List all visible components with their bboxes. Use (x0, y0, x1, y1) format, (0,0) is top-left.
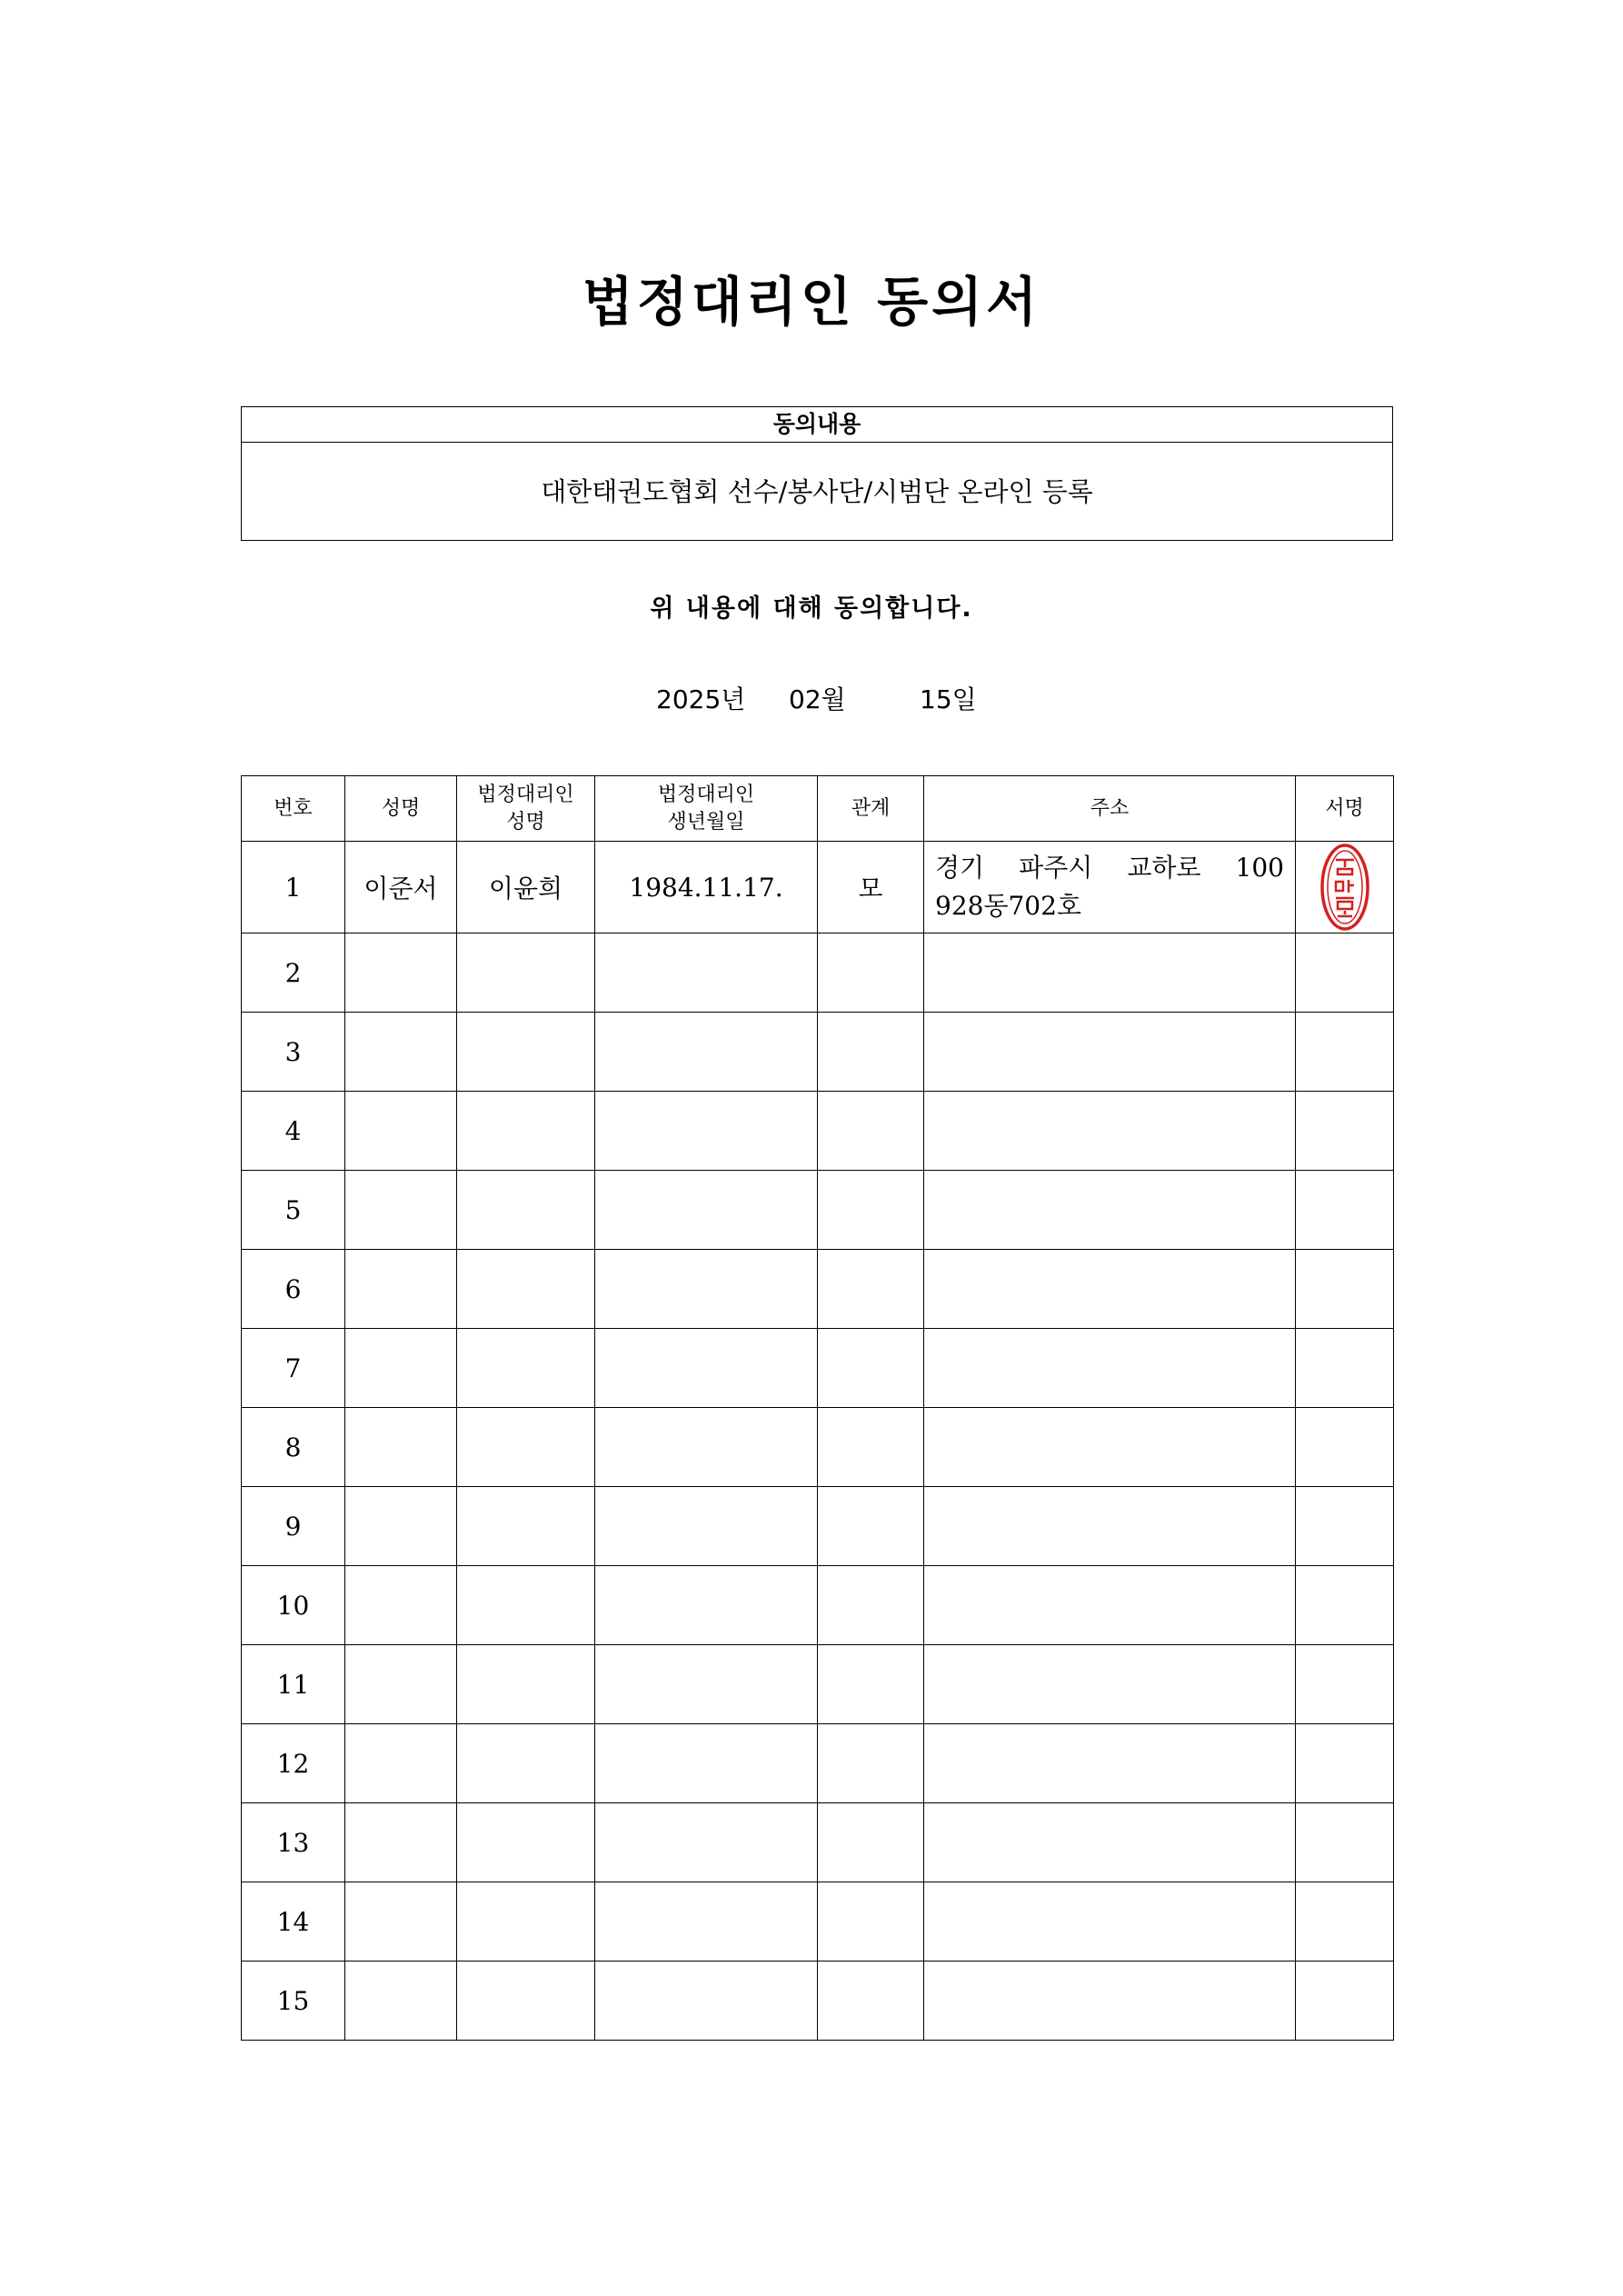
table-row (242, 1329, 1394, 1408)
cell-no: 13 (242, 1803, 345, 1882)
table-row (242, 1803, 1394, 1882)
cell-address (924, 1566, 1296, 1645)
table-row (242, 1013, 1394, 1092)
cell-guardian-birth (595, 1962, 818, 2041)
cell-name (345, 1645, 457, 1724)
table-header-row (242, 776, 1394, 842)
cell-guardian-birth (595, 1092, 818, 1171)
cell-no: 15 (242, 1962, 345, 2041)
table-row (242, 1645, 1394, 1724)
cell-guardian-birth (595, 1171, 818, 1250)
cell-relation (818, 1566, 924, 1645)
cell-signature (1296, 1329, 1394, 1408)
cell-address (924, 1013, 1296, 1092)
table-row (242, 1487, 1394, 1566)
consent-body: 대한태권도협회 선수/봉사단/시범단 온라인 등록 (541, 476, 1093, 507)
cell-guardian-name (457, 1803, 595, 1882)
document-title: 법정대리인 동의서 (582, 271, 1041, 333)
cell-address (924, 933, 1296, 1013)
cell-relation (818, 1803, 924, 1882)
table-row (242, 1408, 1394, 1487)
cell-guardian-birth (595, 1724, 818, 1803)
cell-signature (1296, 1566, 1394, 1645)
cell-name (345, 1250, 457, 1329)
header-address: 주소 (924, 776, 1296, 842)
table-row (242, 1882, 1394, 1962)
cell-relation (818, 1092, 924, 1171)
cell-signature (1296, 1724, 1394, 1803)
cell-name (345, 1171, 457, 1250)
table-row (242, 1962, 1394, 2041)
cell-guardian-birth: 1984.11.17. (595, 842, 818, 933)
cell-name (345, 1487, 457, 1566)
cell-no: 2 (242, 933, 345, 1013)
agreement-text: 위 내용에 대해 동의합니다. (650, 594, 973, 623)
cell-signature (1296, 1645, 1394, 1724)
cell-address (924, 1329, 1296, 1408)
cell-address (924, 842, 1296, 933)
cell-address (924, 1724, 1296, 1803)
cell-no: 9 (242, 1487, 345, 1566)
cell-no: 8 (242, 1408, 345, 1487)
header-guardian-name-line2: 성명 (506, 810, 545, 834)
date-day: 15일 (920, 684, 977, 714)
cell-guardian-name (457, 1250, 595, 1329)
address-line2: 928동702호 (935, 891, 1081, 921)
consent-box (241, 406, 1393, 541)
cell-guardian-birth (595, 1487, 818, 1566)
cell-address (924, 1171, 1296, 1250)
cell-guardian-name (457, 1566, 595, 1645)
cell-signature (1296, 1408, 1394, 1487)
cell-signature (1296, 1250, 1394, 1329)
cell-no: 10 (242, 1566, 345, 1645)
cell-signature (1296, 1013, 1394, 1092)
cell-guardian-name (457, 1645, 595, 1724)
cell-relation: 모 (818, 842, 924, 933)
cell-name: 이준서 (345, 842, 457, 933)
address-word: 경기 (935, 853, 985, 883)
cell-name (345, 1566, 457, 1645)
cell-relation (818, 1408, 924, 1487)
cell-guardian-name (457, 1882, 595, 1962)
header-no: 번호 (242, 776, 345, 842)
cell-relation (818, 933, 924, 1013)
header-signature: 서명 (1296, 776, 1394, 842)
cell-signature (1296, 1962, 1394, 2041)
cell-signature (1296, 933, 1394, 1013)
cell-no: 4 (242, 1092, 345, 1171)
empty-rows (242, 933, 1394, 2041)
cell-relation (818, 1013, 924, 1092)
cell-relation (818, 1724, 924, 1803)
cell-guardian-name (457, 1487, 595, 1566)
address-word: 100 (1235, 853, 1284, 883)
cell-guardian-birth (595, 1329, 818, 1408)
cell-name (345, 1724, 457, 1803)
date-month: 02월 (789, 684, 846, 714)
cell-guardian-birth (595, 1882, 818, 1962)
cell-guardian-birth (595, 1013, 818, 1092)
table-row (242, 1250, 1394, 1329)
cell-name (345, 1408, 457, 1487)
cell-guardian-birth (595, 1645, 818, 1724)
cell-address (924, 1092, 1296, 1171)
header-name: 성명 (345, 776, 457, 842)
header-guardian-birth-line1: 법정대리인 (657, 783, 755, 806)
cell-guardian-birth (595, 1408, 818, 1487)
cell-address (924, 1645, 1296, 1724)
cell-no: 6 (242, 1250, 345, 1329)
cell-relation (818, 1962, 924, 2041)
date-year: 2025년 (656, 684, 746, 714)
table-row (242, 933, 1394, 1013)
consent-header: 동의내용 (242, 407, 1392, 443)
cell-address (924, 1250, 1296, 1329)
address-word: 교하로 (1127, 853, 1201, 883)
cell-relation (818, 1645, 924, 1724)
cell-signature (1296, 1092, 1394, 1171)
header-relation: 관계 (818, 776, 924, 842)
cell-guardian-birth (595, 1803, 818, 1882)
cell-signature (1296, 1171, 1394, 1250)
cell-name (345, 933, 457, 1013)
address-word: 파주시 (1019, 853, 1093, 883)
cell-no: 3 (242, 1013, 345, 1092)
address-line1 (935, 849, 1284, 887)
cell-no: 5 (242, 1171, 345, 1250)
table-row (242, 1092, 1394, 1171)
cell-no: 7 (242, 1329, 345, 1408)
cell-address (924, 1882, 1296, 1962)
cell-no: 11 (242, 1645, 345, 1724)
cell-guardian-name (457, 1171, 595, 1250)
cell-no: 12 (242, 1724, 345, 1803)
cell-name (345, 1329, 457, 1408)
cell-guardian-name (457, 1408, 595, 1487)
cell-relation (818, 1250, 924, 1329)
header-guardian-name (457, 776, 595, 842)
cell-name (345, 1013, 457, 1092)
cell-signature (1296, 842, 1394, 933)
cell-address (924, 1962, 1296, 2041)
cell-address (924, 1408, 1296, 1487)
cell-name (345, 1803, 457, 1882)
cell-no: 1 (242, 842, 345, 933)
cell-no: 14 (242, 1882, 345, 1962)
seal-stamp-icon (1319, 842, 1370, 933)
cell-signature (1296, 1882, 1394, 1962)
cell-guardian-name (457, 1962, 595, 2041)
header-guardian-name-line1: 법정대리인 (477, 783, 574, 806)
cell-guardian-name (457, 1092, 595, 1171)
cell-name (345, 1882, 457, 1962)
cell-relation (818, 1329, 924, 1408)
cell-address (924, 1803, 1296, 1882)
cell-name (345, 1092, 457, 1171)
cell-signature (1296, 1487, 1394, 1566)
cell-guardian-birth (595, 1250, 818, 1329)
cell-name (345, 1962, 457, 2041)
cell-guardian-name (457, 1724, 595, 1803)
cell-guardian-name (457, 933, 595, 1013)
table-row (242, 1171, 1394, 1250)
cell-address (924, 1487, 1296, 1566)
cell-relation (818, 1171, 924, 1250)
header-guardian-birth-line2: 생년월일 (667, 810, 745, 834)
table-row (242, 1566, 1394, 1645)
cell-guardian-name (457, 1329, 595, 1408)
header-guardian-birth (595, 776, 818, 842)
cell-relation (818, 1487, 924, 1566)
cell-guardian-birth (595, 933, 818, 1013)
guardian-table (241, 775, 1394, 2041)
table-row (242, 842, 1394, 933)
cell-signature (1296, 1803, 1394, 1882)
table-row (242, 1724, 1394, 1803)
cell-guardian-name (457, 1013, 595, 1092)
cell-guardian-birth (595, 1566, 818, 1645)
cell-guardian-name: 이윤희 (457, 842, 595, 933)
cell-relation (818, 1882, 924, 1962)
